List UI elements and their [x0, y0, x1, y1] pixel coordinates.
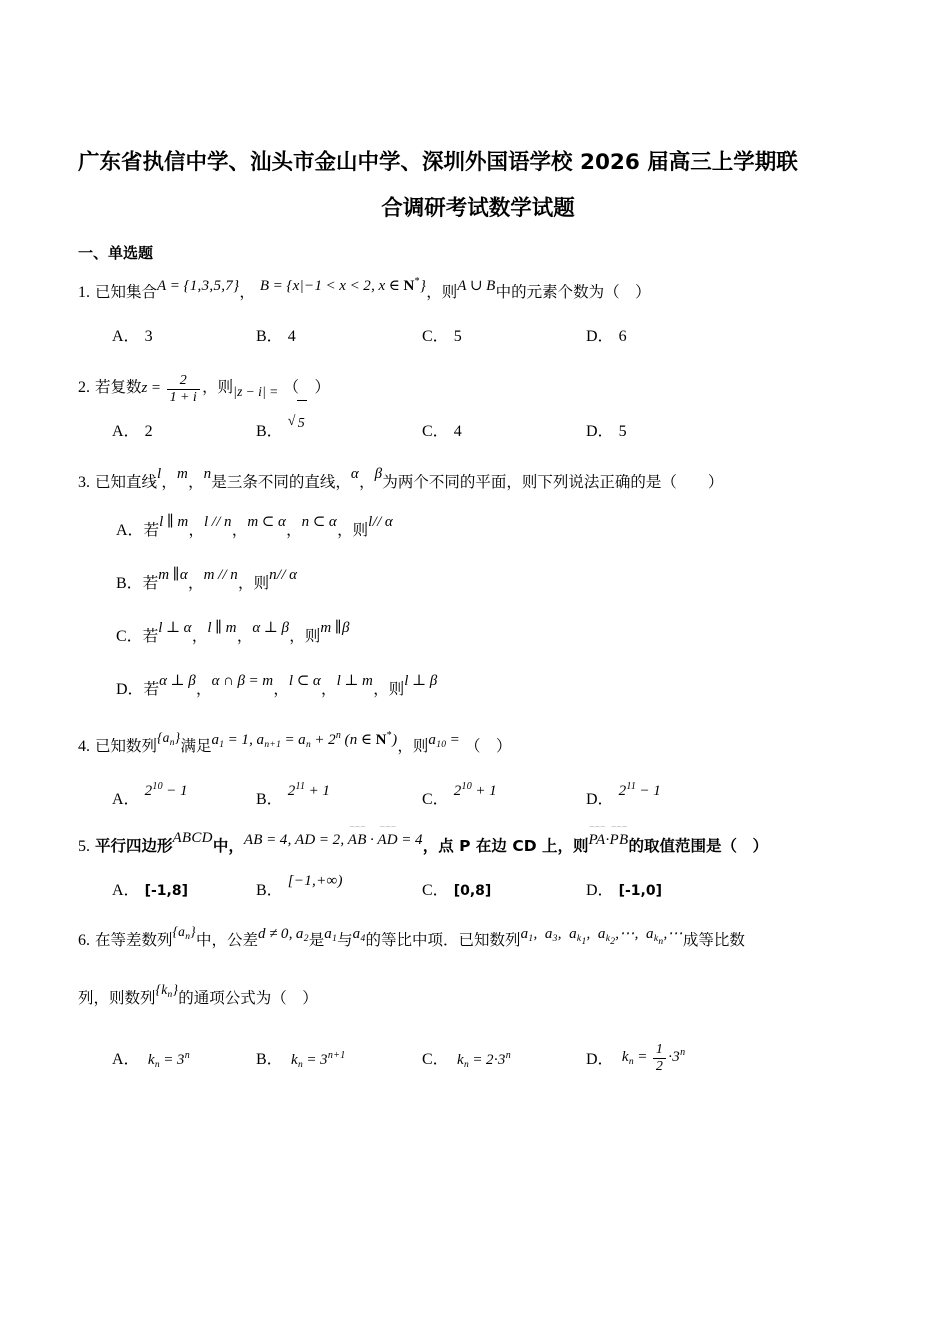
- question-3-stem: 3. 已知直线l，m，n是三条不同的直线，α，β为两个不同的平面，则下列说法正确的是（ ）: [78, 466, 724, 491]
- option-conclusion: l ⊥ β: [404, 673, 438, 689]
- question-1-stem: [78, 268, 878, 314]
- question-3-option-a[interactable]: A．若l ∥ m，l // n，m ⊂ α，n ⊂ α，则l// α: [116, 514, 394, 539]
- question-5-stem: [78, 825, 878, 868]
- option-label: A．: [112, 882, 140, 899]
- option-condition-2: l ∥ m: [207, 620, 237, 636]
- question-4-option-b[interactable]: [256, 773, 330, 823]
- question-3-option-b[interactable]: B．若m ∥α，m // n，则n// α: [116, 567, 298, 592]
- option-label: C．: [422, 1051, 449, 1068]
- question-5-stem-mid-2: ，点 P 在边 CD 上，则: [422, 837, 589, 855]
- question-2-math-abs: |z − i| =: [233, 384, 279, 399]
- question-4-stem-mid: 满足: [180, 737, 212, 755]
- option-value: $2^{11} + 1$: [287, 781, 331, 799]
- option-ze: 则: [304, 627, 321, 645]
- question-1: [78, 268, 878, 360]
- question-6-stem: [78, 920, 878, 969]
- question-6-math-a4: $a_4$: [352, 926, 366, 944]
- question-2-stem-prefix: 若复数: [94, 378, 142, 396]
- question-6-math-a1: $a_1$: [324, 926, 338, 944]
- option-label: D．: [586, 791, 614, 808]
- question-4-options: [78, 773, 878, 819]
- question-6-number: 6.: [78, 932, 90, 949]
- option-label: C．: [116, 628, 143, 645]
- question-1-math-set-a: A = {1,3,5,7}: [156, 278, 240, 294]
- question-2-option-b[interactable]: [256, 409, 307, 456]
- question-4-option-a[interactable]: [112, 773, 188, 823]
- option-value: $k_n = 2\cdot 3^n$: [453, 1050, 512, 1070]
- question-2-math-z: z = $\frac{2}{1 + i}$: [141, 380, 202, 396]
- question-5-option-b[interactable]: [256, 868, 343, 914]
- question-1-math-union: A ∪ B: [457, 278, 496, 294]
- option-value: √ 5: [288, 414, 307, 431]
- question-5-options: [78, 868, 878, 914]
- option-label: D．: [586, 423, 614, 440]
- option-condition-3: l ⊂ α: [288, 673, 322, 689]
- option-label: D．: [586, 328, 614, 345]
- option-label: B．: [116, 575, 143, 592]
- question-2-option-c[interactable]: [422, 409, 462, 455]
- option-label: A．: [112, 328, 140, 345]
- question-3-number: 3.: [78, 474, 90, 491]
- question-5-math-condition: AB = 4, AD = 2, ⌒⌒⌒ AB · ⌒⌒⌒ AD = 4: [244, 832, 423, 848]
- question-1-option-d[interactable]: [586, 314, 627, 360]
- option-label: B．: [256, 882, 283, 899]
- question-6-math-list: $a_1$, $a_3$, $a_{k_1}$, $a_{k_2},\cdots$, $a_{k_n},\cdots$: [520, 926, 683, 947]
- question-1-separator-2: ，则: [426, 283, 458, 301]
- option-value: 4: [453, 423, 462, 440]
- option-label: B．: [256, 791, 283, 808]
- question-4-sequence: $\{a_n\}$: [156, 730, 181, 748]
- option-label: A．: [112, 1051, 140, 1068]
- question-2-separator-1: ，则: [202, 378, 234, 396]
- question-6-options: [78, 1033, 878, 1079]
- question-4-stem-prefix: 已知数列: [94, 737, 157, 755]
- option-value: 5: [618, 423, 627, 440]
- option-ruo: 若: [142, 574, 159, 592]
- question-1-separator-1: ，: [239, 283, 255, 301]
- question-6-option-b[interactable]: [256, 1033, 346, 1088]
- question-4-math-target: $a_{10}$ =: [428, 732, 461, 750]
- question-3-option-c[interactable]: C．若l ⊥ α，l ∥ m，α ⊥ β，则m ∥β: [116, 620, 350, 645]
- question-6-option-c[interactable]: [422, 1033, 511, 1088]
- question-3-line-m: m: [176, 466, 189, 482]
- question-5-stem-suffix: 的取值范围是（ ）: [628, 837, 768, 855]
- question-4: [78, 722, 878, 819]
- option-condition-1: m ∥α: [158, 567, 189, 583]
- option-condition-2: l // n: [204, 514, 232, 530]
- question-5-quadrilateral: ABCD: [172, 830, 213, 846]
- option-condition-2: m // n: [203, 567, 239, 583]
- question-1-number: 1.: [78, 284, 90, 301]
- option-value: $k_n = 3^{n+1}$: [287, 1050, 346, 1070]
- option-condition-4: l ⊥ m: [336, 673, 374, 689]
- page-content: [78, 140, 878, 1085]
- question-4-stem-suffix: （ ）: [464, 737, 512, 755]
- question-6-sequence-a: $\{a_n\}$: [172, 924, 196, 942]
- option-condition-1: l ⊥ α: [158, 620, 192, 636]
- option-label: C．: [422, 423, 449, 440]
- option-label: B．: [256, 423, 283, 440]
- option-ruo: 若: [142, 627, 159, 645]
- question-1-options: [78, 314, 878, 360]
- option-value: 5: [453, 328, 462, 345]
- option-ze: 则: [352, 521, 369, 539]
- option-conclusion: m ∥β: [320, 620, 350, 636]
- question-6-stem-mid-3: 与: [337, 931, 353, 949]
- option-condition-1: l ∥ m: [159, 514, 189, 530]
- question-5-option-a[interactable]: [112, 868, 188, 914]
- option-label: D．: [586, 882, 614, 899]
- question-1-stem-prefix: 已知集合: [94, 283, 157, 301]
- question-1-stem-suffix: 中的元素个数为（ ）: [495, 283, 651, 301]
- question-6-math-a2: $a_2$: [295, 926, 309, 944]
- question-6-stem-tail: 成等比数: [682, 931, 745, 949]
- option-value: [0,8]: [453, 883, 492, 899]
- question-5: [78, 825, 878, 914]
- question-1-option-b[interactable]: [256, 314, 296, 360]
- question-1-option-c[interactable]: [422, 314, 462, 360]
- question-1-math-set-b: B = {x|−1 < x < 2, x ∈ N*}: [259, 276, 427, 294]
- question-5-option-d[interactable]: [586, 868, 662, 914]
- question-4-separator-1: ，则: [397, 737, 429, 755]
- question-3-line-l: l: [156, 466, 162, 482]
- option-conclusion: n// α: [269, 567, 298, 583]
- question-2-number: 2.: [78, 379, 90, 396]
- question-5-number: 5.: [78, 838, 90, 855]
- question-3-stem-suffix: 为两个不同的平面，则下列说法正确的是（ ）: [382, 473, 724, 491]
- question-3: [78, 461, 878, 716]
- question-4-math-recurrence: $a_1 = 1$, $a_{n+1} = a_n + 2^n$ (n ∈ N*): [211, 730, 398, 750]
- option-condition-3: m ⊂ α: [247, 514, 287, 530]
- question-2-options: [78, 409, 878, 455]
- option-condition-3: α ⊥ β: [252, 620, 290, 636]
- title-line-1: 广东省执信中学、汕头市金山中学、深圳外国语学校 2026 届高三上学期联: [78, 150, 798, 175]
- question-4-option-c[interactable]: [422, 773, 497, 823]
- option-label: C．: [422, 882, 449, 899]
- option-label: C．: [422, 328, 449, 345]
- question-6-option-a[interactable]: [112, 1033, 190, 1088]
- question-5-stem-prefix: 平行四边形: [94, 837, 173, 855]
- option-label: A．: [112, 423, 140, 440]
- question-3-plane-beta: β: [374, 466, 383, 482]
- option-value: [-1,0]: [618, 883, 662, 899]
- page-title: [78, 140, 878, 232]
- option-condition-2: α ∩ β = m: [211, 673, 274, 689]
- question-4-number: 4.: [78, 738, 90, 755]
- question-5-math-target: ⌒⌒⌒ PA·⌒⌒⌒ PB: [588, 832, 628, 848]
- option-value: $k_n = 3^n$: [144, 1050, 191, 1070]
- question-6-stem-line-2: [78, 969, 878, 1033]
- option-value: 6: [618, 328, 627, 345]
- option-ruo: 若: [143, 680, 160, 698]
- option-value: 2: [144, 423, 153, 440]
- option-label: A．: [116, 522, 144, 539]
- option-conclusion: l// α: [368, 514, 394, 530]
- option-label: B．: [256, 1051, 283, 1068]
- question-6-stem-mid-2: 是: [308, 931, 325, 949]
- question-6-line2-prefix: 列，则数列: [78, 989, 156, 1007]
- option-label: C．: [422, 791, 449, 808]
- question-3-line-n: n: [203, 466, 212, 482]
- title-line-2: 合调研考试数学试题: [381, 196, 575, 221]
- question-6-math-d: d ≠ 0,: [257, 926, 293, 942]
- question-5-option-c[interactable]: [422, 868, 491, 914]
- option-ruo: 若: [143, 521, 160, 539]
- question-6-stem-prefix: 在等差数列: [94, 931, 173, 949]
- question-3-option-d[interactable]: D．若α ⊥ β，α ∩ β = m，l ⊂ α，l ⊥ m，则l ⊥ β: [116, 673, 438, 698]
- option-value: [−1,+∞): [287, 873, 343, 889]
- option-ze: 则: [388, 680, 405, 698]
- question-3-stem-mid: 是三条不同的直线，: [211, 473, 351, 491]
- option-ze: 则: [253, 574, 270, 592]
- question-3-stem-prefix: 已知直线: [94, 473, 157, 491]
- question-3-plane-alpha: α: [350, 466, 360, 482]
- option-value: $2^{10} - 1$: [144, 781, 188, 799]
- option-value: $2^{10} + 1$: [453, 781, 497, 799]
- option-label: D．: [586, 1051, 614, 1068]
- option-value: [-1,8]: [144, 883, 188, 899]
- question-6-stem-mid-4: 的等比中项．已知数列: [365, 931, 521, 949]
- option-condition-1: α ⊥ β: [159, 673, 197, 689]
- question-4-stem: [78, 722, 878, 773]
- option-value: $2^{11} - 1$: [618, 781, 662, 799]
- question-6: [78, 920, 878, 1079]
- option-value: $k_n$ = $\frac{1}{2}$ $\cdot 3^n$: [618, 1042, 686, 1074]
- question-2-option-a[interactable]: [112, 409, 153, 455]
- question-2-stem-suffix: （ ）: [283, 378, 331, 396]
- question-2-option-d[interactable]: [586, 409, 627, 455]
- option-label: A．: [112, 791, 140, 808]
- option-label: B．: [256, 328, 283, 345]
- question-6-line2-suffix: 的通项公式为（ ）: [178, 989, 318, 1007]
- question-5-stem-mid: 中，: [212, 837, 244, 855]
- question-1-option-a[interactable]: [112, 314, 153, 360]
- question-2: [78, 366, 878, 455]
- question-6-option-d[interactable]: [586, 1033, 685, 1088]
- section-heading: 一、单选题: [78, 244, 154, 262]
- option-condition-4: n ⊂ α: [301, 514, 338, 530]
- question-6-stem-mid: 中，公差: [195, 931, 258, 949]
- option-value: 4: [287, 328, 296, 345]
- option-value: 3: [144, 328, 153, 345]
- question-6-sequence-k: $\{k_n\}$: [155, 982, 179, 1000]
- question-2-stem: [78, 366, 878, 409]
- option-label: D．: [116, 681, 144, 698]
